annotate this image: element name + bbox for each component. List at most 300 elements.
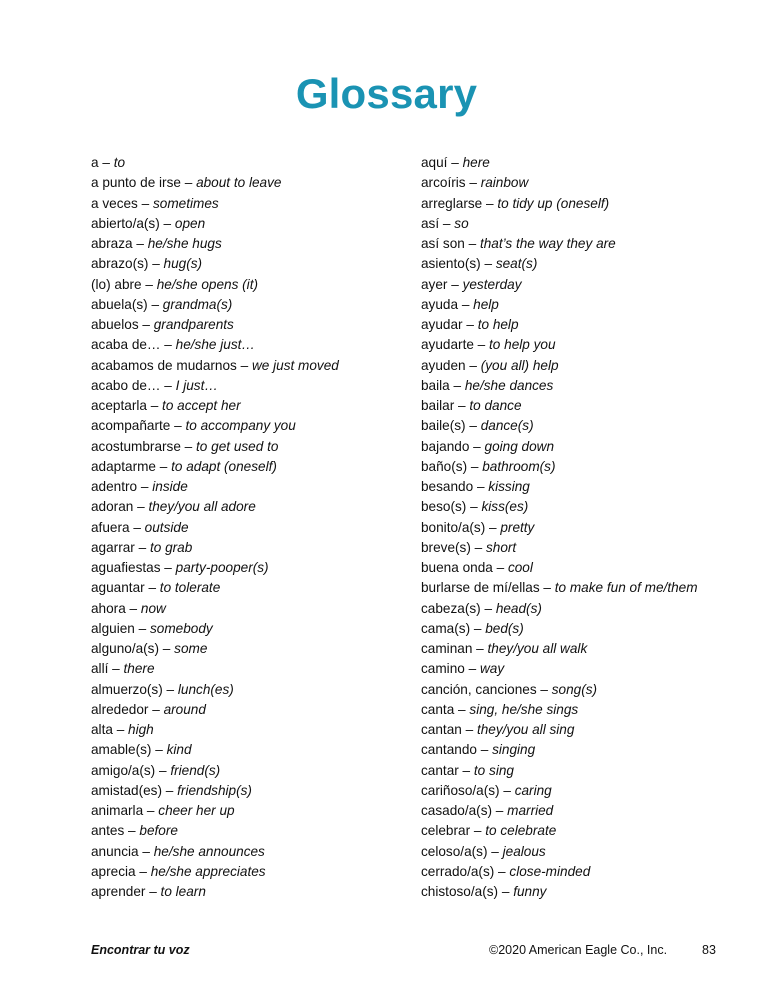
glossary-entry (421, 437, 761, 457)
glossary-definition: close-minded (509, 863, 591, 879)
glossary-entry (421, 194, 761, 214)
glossary-entry (421, 457, 761, 477)
entry-separator: – (470, 823, 486, 839)
glossary-entry (91, 518, 411, 538)
glossary-definition: funny (513, 884, 547, 899)
glossary-term: chistoso/a(s) (421, 884, 499, 899)
entry-separator: – (144, 580, 160, 596)
glossary-definition: sometimes (152, 195, 219, 211)
glossary-definition: yesterday (462, 276, 522, 292)
glossary-term: acaba de… (91, 337, 161, 353)
glossary-definition: kiss(es) (481, 499, 529, 515)
glossary-definition: (you all) help (480, 357, 559, 373)
entry-separator: – (487, 843, 503, 859)
entry-separator: – (467, 458, 483, 474)
glossary-entry (91, 558, 411, 578)
entry-separator: – (146, 398, 163, 413)
glossary-term: aquí (421, 155, 448, 170)
glossary-entry (421, 842, 761, 862)
glossary-term: adoran (91, 499, 134, 515)
entry-separator: – (473, 337, 490, 353)
glossary-term: animarla (91, 803, 144, 818)
entry-separator: – (180, 175, 197, 191)
glossary-definition: cool (507, 560, 533, 575)
glossary-definition: jealous (502, 843, 546, 859)
entry-separator: – (539, 580, 555, 596)
entry-separator: – (470, 539, 486, 555)
glossary-term: ayuda (421, 296, 459, 312)
glossary-definition: that’s the way they are (479, 236, 616, 251)
glossary-entry (91, 700, 411, 720)
glossary-term: amable(s) (91, 742, 152, 758)
glossary-entry (91, 761, 411, 781)
glossary-entry (421, 153, 761, 173)
glossary-term: así (421, 215, 440, 231)
entry-separator: – (492, 560, 508, 575)
glossary-entry (421, 821, 761, 841)
entry-separator: – (458, 296, 474, 312)
glossary-entry (91, 173, 411, 193)
glossary-definition: about to leave (196, 175, 282, 191)
glossary-entry (91, 295, 411, 315)
glossary-term: amigo/a(s) (91, 762, 156, 778)
glossary-term: ahora (91, 600, 126, 616)
glossary-entry (421, 659, 761, 679)
glossary-entry (91, 234, 411, 254)
entry-separator: – (461, 722, 477, 737)
entry-separator: – (464, 236, 480, 251)
glossary-entry (421, 781, 761, 801)
entry-separator: – (160, 377, 176, 393)
glossary-entry (421, 619, 761, 639)
glossary-definition: he/she opens (it) (156, 276, 259, 292)
glossary-term: alta (91, 722, 113, 737)
glossary-term: alguien (91, 620, 135, 636)
glossary-entry (91, 457, 411, 477)
glossary-definition: to accept her (162, 398, 241, 413)
glossary-entry (91, 578, 411, 598)
glossary-definition: before (139, 823, 178, 839)
glossary-term: abraza (91, 236, 133, 251)
glossary-entry (91, 882, 411, 902)
glossary-term: abuelos (91, 317, 139, 332)
glossary-definition: to tidy up (oneself) (497, 195, 610, 211)
entry-separator: – (134, 539, 150, 555)
glossary-term: bajando (421, 438, 470, 454)
entry-separator: – (236, 357, 252, 373)
glossary-term: ayer (421, 276, 448, 292)
glossary-term: celebrar (421, 823, 471, 839)
glossary-term: baño(s) (421, 458, 468, 474)
glossary-term: canción, canciones (421, 681, 537, 697)
glossary-entry (421, 862, 761, 882)
glossary-definition: cheer her up (158, 803, 235, 818)
entry-separator: – (439, 215, 455, 231)
glossary-entry (421, 720, 761, 740)
entry-separator: – (135, 863, 151, 879)
glossary-term: cariñoso/a(s) (421, 782, 500, 798)
glossary-term: afuera (91, 519, 130, 535)
glossary-term: burlarse de mí/ellas (421, 580, 540, 596)
glossary-definition: singing (492, 742, 536, 758)
entry-separator: – (498, 884, 514, 899)
glossary-definition: short (485, 539, 517, 555)
glossary-entry (91, 396, 411, 416)
glossary-term: amistad(es) (91, 782, 163, 798)
entry-separator: – (472, 641, 488, 656)
glossary-term: acabamos de mudarnos (91, 357, 237, 373)
glossary-entry (91, 477, 411, 497)
entry-separator: – (473, 479, 489, 494)
entry-separator: – (458, 762, 474, 778)
glossary-definition: bathroom(s) (482, 458, 556, 474)
glossary-definition: I just… (175, 377, 218, 393)
entry-separator: – (447, 155, 463, 170)
glossary-definition: some (174, 641, 208, 656)
glossary-term: cantar (421, 762, 459, 778)
entry-separator: – (141, 276, 157, 292)
glossary-entry (421, 497, 761, 517)
glossary-definition: head(s) (495, 600, 542, 616)
glossary-entry (91, 194, 411, 214)
glossary-term: abuela(s) (91, 296, 148, 312)
entry-separator: – (454, 701, 470, 717)
glossary-entry (421, 558, 761, 578)
glossary-entry (421, 214, 761, 234)
entry-separator: – (148, 256, 164, 272)
glossary-term: aprender (91, 884, 146, 899)
glossary-definition: rainbow (480, 175, 529, 191)
glossary-entry (91, 781, 411, 801)
entry-separator: – (138, 843, 154, 859)
glossary-column-left (91, 153, 411, 902)
entry-separator: – (134, 620, 150, 636)
glossary-entry (91, 376, 411, 396)
glossary-entry (421, 335, 761, 355)
copyright-notice: ©2020 American Eagle Co., Inc. (489, 943, 668, 957)
glossary-term: aguafiestas (91, 560, 161, 575)
glossary-term: cantando (421, 742, 477, 758)
glossary-definition: help (473, 296, 499, 312)
glossary-entry (91, 497, 411, 517)
entry-separator: – (162, 681, 178, 697)
glossary-entry (91, 740, 411, 760)
glossary-definition: here (462, 155, 490, 170)
glossary-term: abierto/a(s) (91, 215, 160, 231)
entry-separator: – (464, 661, 480, 677)
glossary-term: a veces (91, 195, 138, 211)
glossary-term: cantan (421, 722, 462, 737)
glossary-entry (421, 538, 761, 558)
entry-separator: – (133, 499, 149, 515)
glossary-entry (421, 599, 761, 619)
glossary-definition: friendship(s) (177, 782, 252, 798)
glossary-term: beso(s) (421, 499, 467, 515)
entry-separator: – (148, 701, 164, 717)
glossary-term: antes (91, 823, 125, 839)
glossary-term: ayudarte (421, 337, 474, 353)
glossary-term: acabo de… (91, 377, 161, 393)
glossary-entry (91, 437, 411, 457)
glossary-term: besando (421, 479, 474, 494)
entry-separator: – (132, 236, 148, 251)
glossary-definition: kissing (488, 479, 530, 494)
glossary-entry (421, 639, 761, 659)
glossary-definition: bed(s) (485, 620, 524, 636)
glossary-entry (421, 295, 761, 315)
entry-separator: – (108, 661, 124, 677)
entry-separator: – (124, 823, 140, 839)
glossary-entry (421, 416, 761, 436)
glossary-term: aguantar (91, 580, 145, 596)
entry-separator: – (465, 357, 481, 373)
glossary-definition: to learn (160, 884, 206, 899)
glossary-entry (421, 740, 761, 760)
glossary-definition: to sing (473, 762, 514, 778)
glossary-term: acostumbrarse (91, 438, 181, 454)
glossary-term: buena onda (421, 560, 493, 575)
entry-separator: – (160, 560, 176, 575)
glossary-term: adentro (91, 479, 138, 494)
glossary-term: cama(s) (421, 620, 471, 636)
glossary-term: acompañarte (91, 418, 171, 434)
glossary-definition: inside (152, 479, 188, 494)
glossary-term: bonito/a(s) (421, 519, 486, 535)
glossary-entry (421, 761, 761, 781)
glossary-definition: we just moved (251, 357, 339, 373)
glossary-definition: party-pooper(s) (175, 560, 269, 575)
glossary-entry (91, 416, 411, 436)
glossary-term: alrededor (91, 701, 149, 717)
entry-separator: – (137, 479, 153, 494)
entry-separator: – (454, 398, 470, 413)
book-title: Encontrar tu voz (91, 943, 190, 957)
glossary-entry (421, 173, 761, 193)
glossary-definition: to help you (489, 337, 556, 353)
glossary-term: caminan (421, 641, 473, 656)
glossary-definition: way (479, 661, 505, 677)
glossary-definition: kind (166, 742, 192, 758)
glossary-entry (91, 619, 411, 639)
glossary-definition: he/she just… (175, 337, 255, 353)
glossary-definition: caring (514, 782, 552, 798)
entry-separator: – (485, 519, 501, 535)
glossary-definition: open (174, 215, 206, 231)
glossary-term: (lo) abre (91, 276, 142, 292)
entry-separator: – (492, 803, 508, 818)
glossary-definition: somebody (149, 620, 213, 636)
entry-separator: – (137, 195, 153, 211)
entry-separator: – (159, 215, 175, 231)
glossary-entry (421, 477, 761, 497)
glossary-definition: to get used to (196, 438, 279, 454)
glossary-entry (421, 801, 761, 821)
glossary-entry (91, 538, 411, 558)
glossary-term: alguno/a(s) (91, 641, 160, 656)
entry-separator: – (462, 317, 478, 332)
glossary-entry (421, 234, 761, 254)
glossary-term: arreglarse (421, 195, 483, 211)
entry-separator: – (145, 884, 161, 899)
glossary-definition: grandparents (153, 317, 234, 332)
glossary-term: asiento(s) (421, 256, 481, 272)
glossary-entry (91, 639, 411, 659)
entry-separator: – (138, 317, 154, 332)
glossary-entry (91, 862, 411, 882)
glossary-term: camino (421, 661, 465, 677)
glossary-term: abrazo(s) (91, 256, 149, 272)
glossary-entry (91, 842, 411, 862)
entry-separator: – (449, 377, 465, 393)
glossary-definition: seat(s) (495, 256, 538, 272)
glossary-term: a punto de irse (91, 175, 181, 191)
entry-separator: – (112, 722, 129, 737)
entry-separator: – (465, 175, 481, 191)
entry-separator: – (155, 762, 171, 778)
entry-separator: – (466, 499, 482, 515)
glossary-entry (91, 659, 411, 679)
glossary-entry (421, 254, 761, 274)
glossary-term: almuerzo(s) (91, 681, 163, 697)
glossary-entry (91, 315, 411, 335)
glossary-term: allí (91, 661, 109, 677)
glossary-definition: to adapt (oneself) (171, 458, 277, 474)
entry-separator: – (151, 742, 167, 758)
glossary-term: arcoíris (421, 175, 466, 191)
glossary-term: adaptarme (91, 458, 156, 474)
entry-separator: – (125, 600, 141, 616)
glossary-definition: they/you all adore (148, 499, 256, 515)
glossary-definition: so (454, 215, 469, 231)
glossary-definition: hug(s) (163, 256, 203, 272)
glossary-term: anuncia (91, 843, 139, 859)
entry-separator: – (447, 276, 463, 292)
glossary-definition: there (123, 661, 155, 677)
glossary-definition: to make fun of me/them (554, 580, 698, 596)
glossary-term: breve(s) (421, 539, 471, 555)
glossary-term: ayuden (421, 357, 466, 373)
glossary-definition: dance(s) (480, 418, 534, 434)
entry-separator: – (469, 438, 485, 454)
glossary-entry (91, 153, 411, 173)
glossary-definition: sing, he/she sings (469, 701, 579, 717)
glossary-term: baila (421, 377, 450, 393)
entry-separator: – (98, 155, 114, 170)
entry-separator: – (536, 681, 552, 697)
glossary-entry (421, 518, 761, 538)
glossary-term: aprecia (91, 863, 136, 879)
glossary-definition: he/she hugs (147, 236, 222, 251)
glossary-entry (91, 599, 411, 619)
glossary-definition: to grab (149, 539, 193, 555)
glossary-entry (421, 882, 761, 902)
entry-separator: – (147, 296, 163, 312)
glossary-term: a (91, 155, 99, 170)
glossary-entry (91, 214, 411, 234)
entry-separator: – (180, 438, 197, 454)
glossary-definition: pretty (500, 519, 535, 535)
glossary-definition: to tolerate (159, 580, 221, 596)
glossary-definition: around (163, 701, 206, 717)
glossary-term: bailar (421, 398, 455, 413)
glossary-entry (91, 680, 411, 700)
entry-separator: – (170, 418, 186, 434)
entry-separator: – (159, 641, 175, 656)
glossary-term: ayudar (421, 317, 463, 332)
glossary-entry (421, 396, 761, 416)
glossary-definition: to dance (469, 398, 522, 413)
glossary-entry (421, 680, 761, 700)
glossary-entry (421, 700, 761, 720)
glossary-entry (91, 356, 411, 376)
glossary-definition: they/you all sing (476, 722, 575, 737)
entry-separator: – (480, 600, 496, 616)
glossary-column-right (421, 153, 761, 902)
glossary-definition: song(s) (551, 681, 598, 697)
glossary-entry (421, 376, 761, 396)
glossary-definition: now (140, 600, 166, 616)
glossary-entry (91, 275, 411, 295)
entry-separator: – (480, 256, 496, 272)
glossary-entry (421, 578, 761, 598)
glossary-entry (91, 335, 411, 355)
glossary-definition: outside (144, 519, 189, 535)
entry-separator: – (494, 863, 510, 879)
glossary-term: baile(s) (421, 418, 466, 434)
glossary-definition: grandma(s) (162, 296, 233, 312)
entry-separator: – (160, 337, 176, 353)
glossary-term: casado/a(s) (421, 803, 493, 818)
entry-separator: – (143, 803, 159, 818)
page-number: 83 (702, 943, 716, 957)
glossary-definition: he/she appreciates (150, 863, 266, 879)
glossary-definition: he/she announces (153, 843, 265, 859)
glossary-definition: to (113, 155, 126, 170)
glossary-definition: going down (484, 438, 555, 454)
glossary-entry (91, 801, 411, 821)
glossary-definition: they/you all walk (487, 641, 588, 656)
glossary-term: celoso/a(s) (421, 843, 488, 859)
entry-separator: – (156, 458, 172, 474)
glossary-definition: to accompany you (185, 418, 296, 434)
glossary-term: cerrado/a(s) (421, 863, 495, 879)
glossary-term: aceptarla (91, 398, 147, 413)
glossary-definition: to help (477, 317, 519, 332)
glossary-entry (91, 821, 411, 841)
entry-separator: – (129, 519, 145, 535)
glossary-term: canta (421, 701, 455, 717)
glossary-definition: lunch(es) (177, 681, 234, 697)
entry-separator: – (470, 620, 486, 636)
glossary-definition: married (507, 803, 554, 818)
glossary-definition: friend(s) (170, 762, 221, 778)
glossary-entry (421, 275, 761, 295)
glossary-term: agarrar (91, 539, 135, 555)
page-title: Glossary (295, 70, 478, 117)
glossary-definition: he/she dances (464, 377, 554, 393)
glossary-entry (91, 720, 411, 740)
glossary-definition: to celebrate (485, 823, 557, 839)
glossary-entry (421, 315, 761, 335)
glossary-term: cabeza(s) (421, 600, 481, 616)
glossary-term: así son (421, 236, 465, 251)
entry-separator: – (465, 418, 481, 434)
entry-separator: – (162, 782, 178, 798)
glossary-entry (421, 356, 761, 376)
glossary-definition: high (128, 722, 154, 737)
glossary-entry (91, 254, 411, 274)
entry-separator: – (476, 742, 493, 758)
